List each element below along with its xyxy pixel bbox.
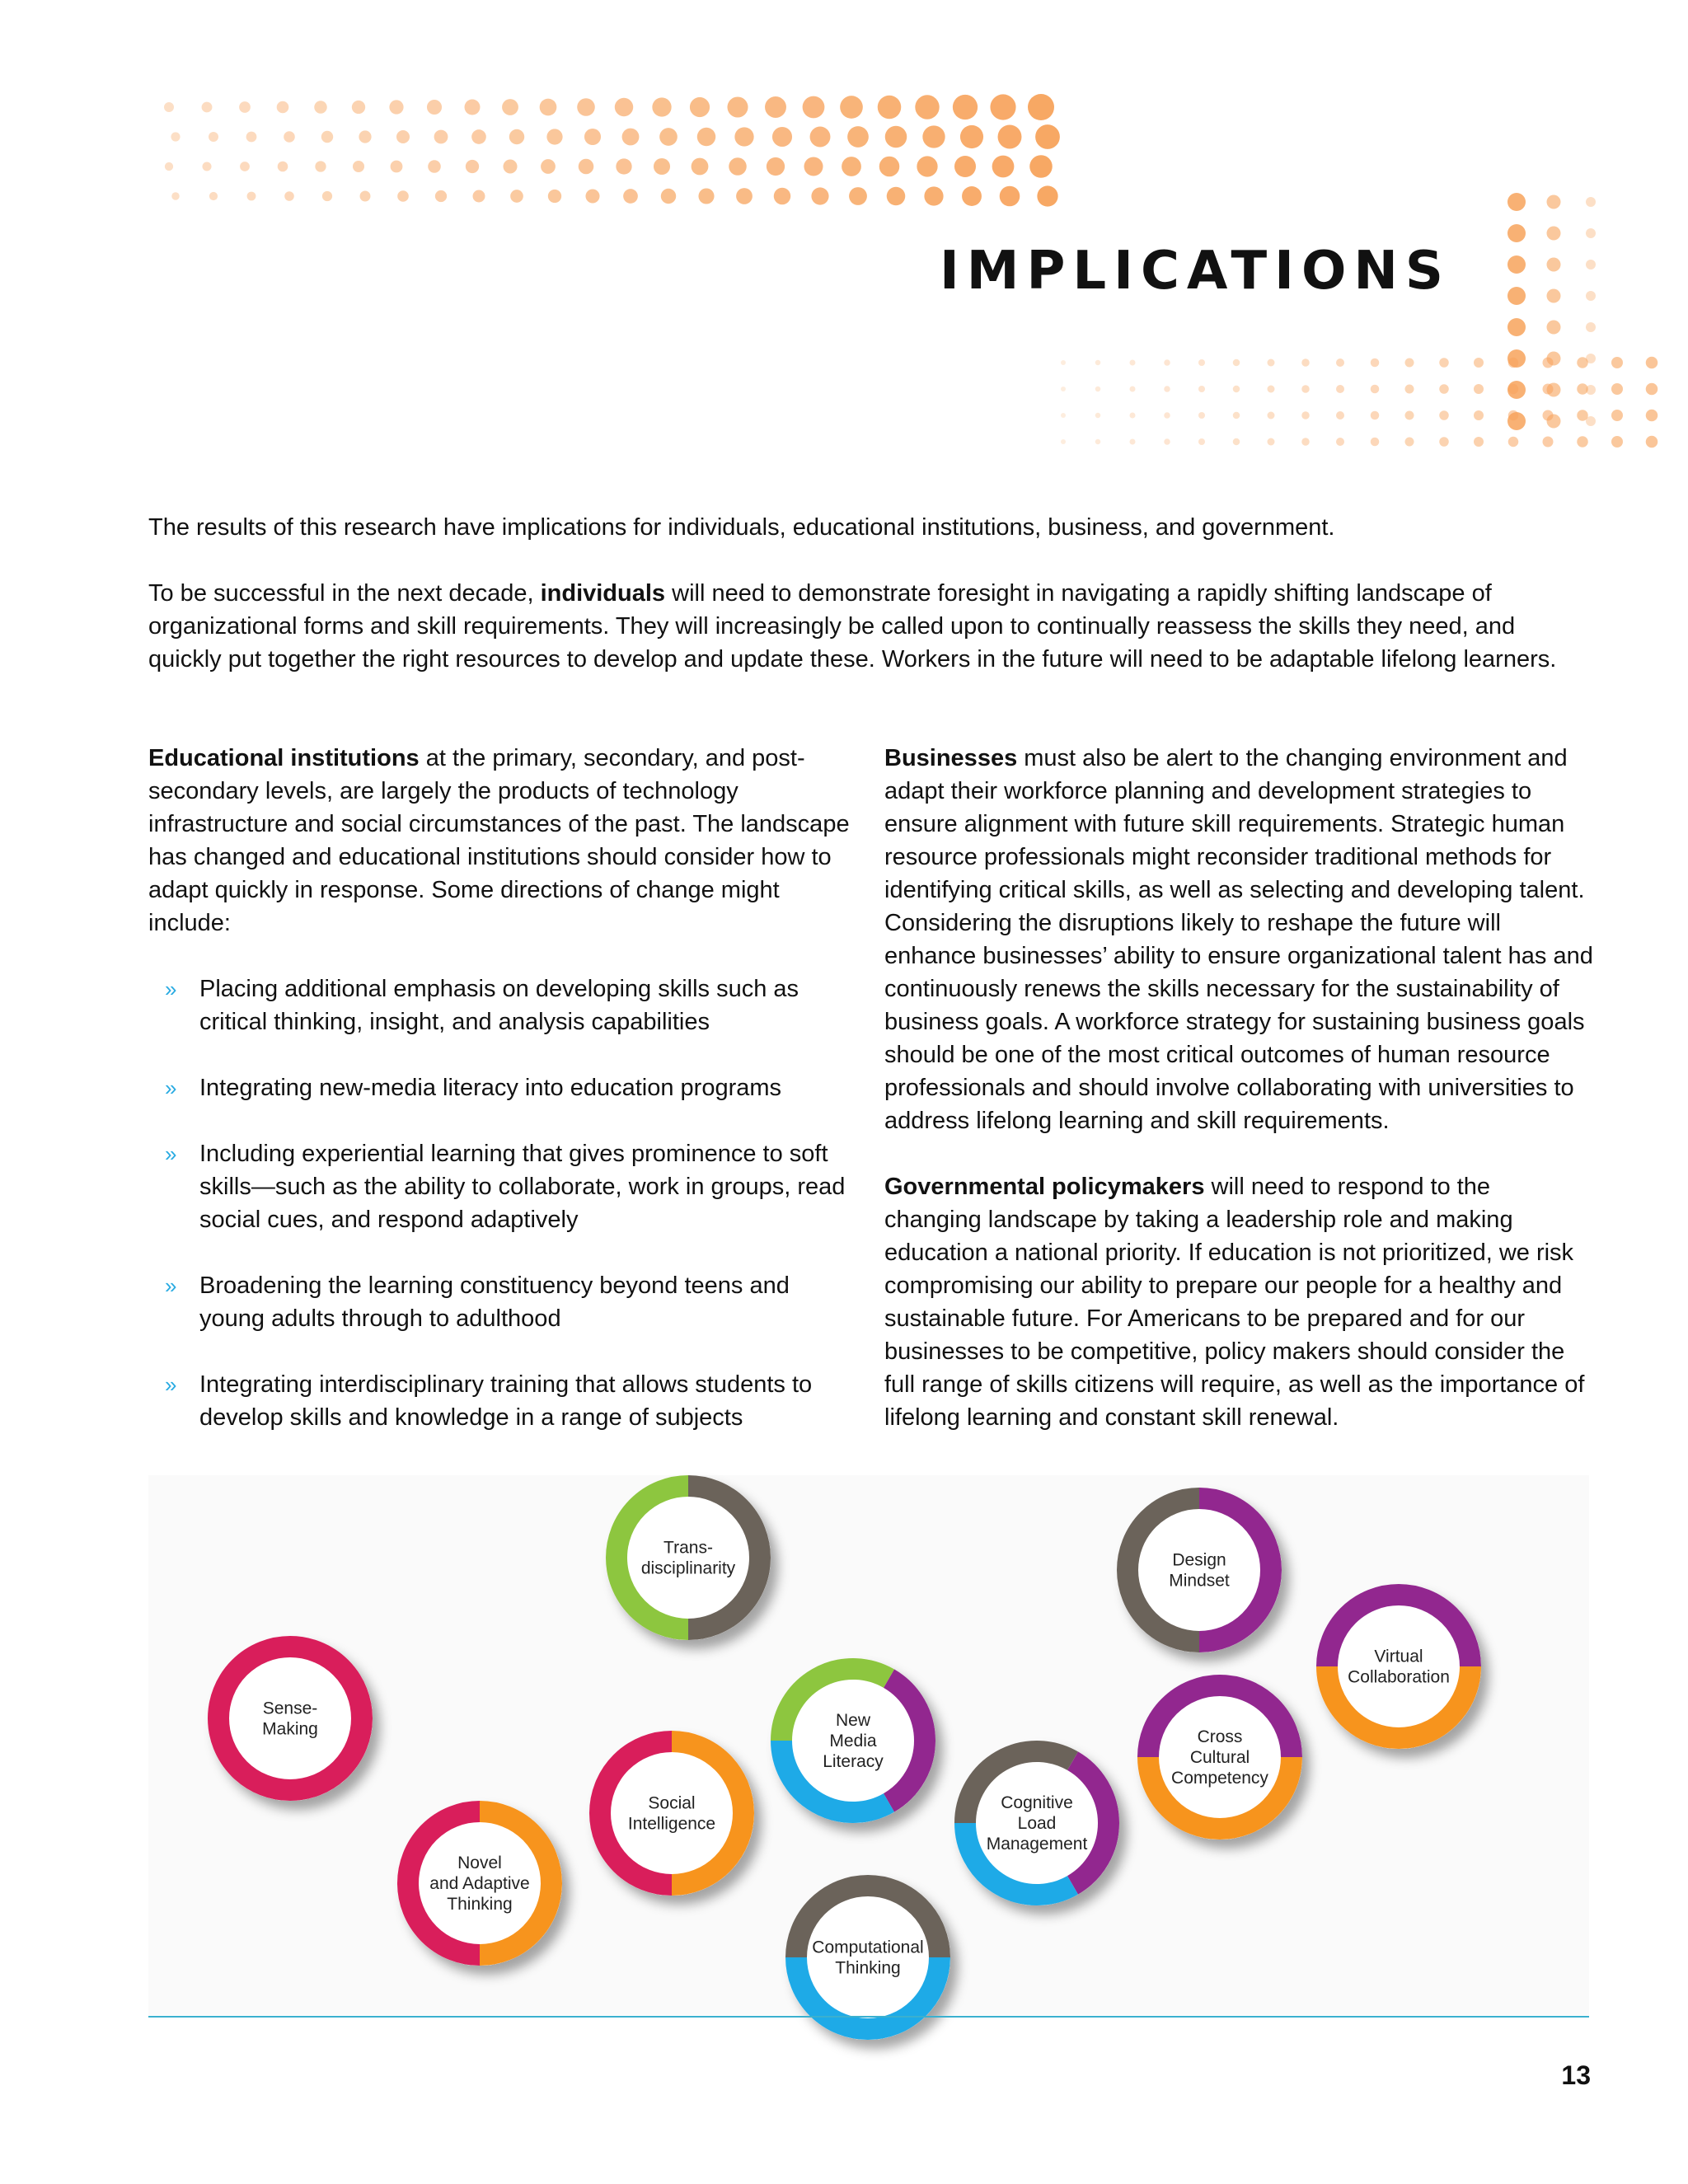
skill-label: Literacy — [823, 1752, 884, 1771]
skill-label: Computational — [812, 1938, 924, 1957]
header-dot — [1586, 322, 1596, 332]
header-dot — [1301, 385, 1310, 393]
skill-label: Cultural — [1189, 1748, 1250, 1767]
skill-ring — [208, 1636, 373, 1801]
header-dot — [878, 96, 902, 120]
header-dot — [992, 156, 1015, 178]
bullet-marker: » — [165, 1372, 177, 1397]
header-dot — [1061, 360, 1066, 365]
header-dot — [315, 161, 326, 171]
header-dot — [1037, 185, 1057, 206]
bullet-marker: » — [165, 1076, 177, 1100]
skill-ring — [589, 1731, 754, 1896]
header-dot — [1061, 413, 1066, 418]
header-dot — [277, 101, 289, 114]
header-dot — [1301, 359, 1310, 367]
header-dot — [1508, 384, 1519, 395]
header-dot — [885, 126, 907, 148]
skill-label: Thinking — [447, 1895, 513, 1914]
header-dot — [1508, 358, 1519, 368]
header-dot — [1301, 411, 1310, 419]
skill-ring — [397, 1801, 562, 1966]
header-dot — [240, 162, 250, 171]
business-paragraph: Businesses must also be alert to the changing environment and adapt their workforce planning and development strategies to ensure alignment with future skill requirements. Strategic human resource professionals might reconsider traditional methods for identifying critical skills, as well as selecting and developing talent. Considering the disruptions likely to reshape the future will enhance businesses’ ability to ensure organizational talent has and continuously renews the skills necessary for the sustainability of business goals. A workforce strategy for sustaining business goals should be one of the most critical outcomes of human resource professionals and should involve collaborating with universities to address lifelong learning and skill requirements. — [884, 745, 1593, 1134]
header-dot — [990, 94, 1015, 120]
header-dot — [540, 99, 557, 116]
list-item: » Including experiential learning that gives prominence to soft skills—such as the ability to collaborate, work in groups, read social cues, and respond adaptively — [148, 1137, 857, 1236]
header-dot — [1268, 386, 1275, 393]
header-dot — [962, 186, 982, 206]
header-dot — [209, 192, 218, 200]
header-dot — [1061, 387, 1066, 391]
header-dot — [284, 191, 294, 201]
header-dot — [577, 98, 595, 116]
header-dot — [202, 102, 213, 113]
right-column — [884, 742, 1593, 1434]
header-dot — [1130, 413, 1136, 419]
header-dot — [1233, 359, 1240, 367]
skill-ring — [785, 1875, 950, 2040]
header-dot — [585, 189, 599, 203]
change-directions-list — [148, 972, 857, 1434]
header-dot — [1198, 386, 1205, 392]
header-dot — [1095, 439, 1101, 445]
header-dot — [879, 157, 900, 177]
header-dot — [1371, 385, 1380, 394]
education-paragraph: Educational institutions at the primary, secondary, and post-secondary levels, are largely the products of technology infrastructure and social circumstances of the past. The landscape has changed and educational institutions should consider how to adapt quickly in response. Some directions of change might include: — [148, 745, 850, 936]
header-dot — [1507, 193, 1526, 211]
header-dot — [842, 157, 861, 176]
skill-label: Management — [986, 1835, 1088, 1854]
header-dot — [1577, 436, 1588, 448]
header-dot — [960, 125, 983, 148]
header-dot — [322, 191, 332, 201]
header-dot — [847, 126, 869, 148]
skill-ring — [1117, 1488, 1282, 1652]
header-dot — [1646, 410, 1658, 422]
header-dot — [840, 96, 863, 119]
bullet-marker: » — [165, 1141, 177, 1166]
header-dot — [1474, 437, 1484, 447]
header-dot — [1586, 260, 1596, 269]
skill-label: disciplinarity — [640, 1558, 736, 1578]
header-dot — [1543, 358, 1554, 368]
header-dot — [1439, 384, 1449, 394]
header-dot — [397, 190, 409, 202]
header-dot — [391, 161, 403, 173]
skill-label: Trans- — [663, 1538, 713, 1558]
skill-label: Design — [1172, 1550, 1226, 1570]
header-dot — [1336, 411, 1344, 419]
header-dot — [1130, 360, 1136, 366]
header-dot — [1095, 387, 1101, 392]
header-dot — [1474, 410, 1484, 420]
header-dot — [1164, 438, 1170, 445]
header-dot — [998, 125, 1022, 149]
list-item: » Broadening the learning constituency beyond teens and young adults through to adulthood — [148, 1269, 857, 1335]
header-dot — [849, 187, 867, 205]
header-dot — [1164, 386, 1170, 392]
header-dot — [1547, 195, 1561, 209]
header-dot — [1586, 291, 1596, 301]
header-dot — [1547, 258, 1561, 272]
header-dot — [924, 186, 943, 205]
header-dot — [353, 161, 364, 172]
header-dot — [917, 156, 937, 176]
business-keyword: Businesses — [884, 745, 1018, 771]
header-dot — [1474, 384, 1484, 394]
skill-ring — [1316, 1584, 1481, 1749]
header-dot — [503, 159, 517, 173]
header-dot — [690, 97, 710, 117]
header-dot — [1000, 186, 1020, 207]
header-dot — [1198, 438, 1205, 445]
header-dot — [359, 130, 371, 143]
skill-ring — [771, 1658, 935, 1823]
header-dot — [1198, 412, 1205, 419]
header-dot — [1233, 438, 1240, 446]
header-dot — [428, 160, 441, 173]
header-dot — [396, 130, 410, 143]
header-dot — [1336, 385, 1344, 393]
header-dot — [1371, 411, 1380, 420]
header-dot — [1543, 384, 1554, 395]
header-dot — [541, 159, 556, 174]
header-dot — [1130, 439, 1136, 445]
header-dot — [954, 156, 976, 177]
header-dot — [321, 131, 333, 143]
skills-ring-diagram — [0, 1459, 1688, 2069]
skill-label: Social — [648, 1793, 696, 1813]
header-dot — [278, 162, 288, 172]
skill-label: Sense- — [262, 1699, 318, 1718]
header-dot — [1061, 439, 1066, 444]
header-dot — [767, 157, 785, 176]
header-dot — [692, 158, 709, 176]
header-dot — [1611, 383, 1623, 395]
header-dot — [727, 96, 748, 117]
header-dot — [803, 96, 825, 119]
header-dot — [1508, 410, 1519, 421]
header-dot — [171, 192, 179, 199]
header-dot — [427, 100, 442, 115]
header-dot — [246, 132, 257, 143]
header-dot — [734, 127, 753, 146]
header-dot — [1028, 94, 1054, 120]
header-dot — [615, 98, 633, 116]
header-dot — [623, 189, 638, 204]
header-dot — [1268, 359, 1275, 367]
header-dot — [1508, 437, 1519, 448]
header-dot — [584, 129, 601, 145]
header-dot — [654, 158, 670, 175]
header-dot — [1577, 357, 1588, 368]
header-dot — [1371, 438, 1380, 447]
header-dot — [1507, 287, 1526, 305]
header-dot — [774, 188, 790, 204]
header-dot — [510, 190, 523, 203]
header-dot — [1164, 412, 1170, 419]
header-dot — [915, 95, 939, 119]
header-dot — [389, 100, 403, 114]
government-paragraph: Governmental policymakers will need to respond to the changing landscape by taking a leadership role and making education a national priority. If education is not prioritized, we risk compromising our ability to prepare our people for a healthy and sustainable future. For Americans to be prepared and for our businesses to be competitive, policy makers should consider the full range of skills citizens will require, as well as the importance of lifelong learning and constant skill renewal. — [884, 1174, 1585, 1431]
header-dot — [209, 132, 218, 142]
skill-label: Thinking — [835, 1958, 901, 1978]
header-dot — [548, 190, 561, 203]
header-dot — [1586, 197, 1596, 207]
header-dot — [811, 187, 828, 204]
header-dot — [1035, 124, 1060, 149]
header-dot — [435, 190, 447, 202]
header-dot — [247, 192, 256, 201]
header-dot — [736, 188, 753, 204]
header-dot — [360, 191, 371, 202]
skill-label: Media — [829, 1732, 877, 1750]
left-column — [148, 742, 857, 1467]
header-dot — [810, 127, 831, 148]
skill-label: and Adaptive — [429, 1874, 530, 1893]
page-title: IMPLICATIONS — [939, 241, 1451, 302]
header-dot — [1507, 255, 1526, 274]
header-dot — [922, 125, 945, 148]
skill-ring — [606, 1475, 771, 1640]
header-dot — [1646, 357, 1658, 369]
page-number: 13 — [1561, 2060, 1591, 2090]
header-dot — [652, 97, 671, 116]
individuals-keyword: individuals — [540, 580, 666, 607]
header-dot — [314, 101, 326, 113]
header-dot — [1577, 410, 1588, 421]
header-dot — [1586, 228, 1596, 238]
header-dot — [465, 100, 481, 115]
list-item: » Placing additional emphasis on developing skills such as critical thinking, insight, and analysis capabilities — [148, 972, 857, 1038]
skill-label: New — [835, 1711, 871, 1730]
header-dot — [1543, 410, 1554, 421]
footer-divider — [148, 2016, 1589, 2018]
header-dot — [729, 157, 747, 176]
header-dot — [1507, 318, 1526, 336]
government-keyword: Governmental policymakers — [884, 1174, 1205, 1200]
skill-label: Cross — [1197, 1727, 1243, 1746]
skill-ring — [954, 1741, 1119, 1905]
header-dot — [165, 162, 173, 171]
header-dot — [1646, 436, 1658, 448]
skill-label: Making — [262, 1719, 318, 1739]
bullet-marker: » — [165, 977, 177, 1001]
header-dot — [466, 160, 479, 173]
header-dot — [1336, 359, 1344, 367]
header-dot — [171, 132, 180, 141]
header-dot — [352, 101, 365, 114]
list-item: » Integrating new-media literacy into education programs — [148, 1071, 857, 1104]
header-dot — [1336, 438, 1344, 446]
header-dot — [471, 129, 486, 144]
header-dot — [1611, 436, 1623, 448]
header-dot — [804, 157, 823, 176]
header-dot — [765, 96, 786, 118]
header-dot — [1439, 410, 1449, 420]
header-dot — [1507, 224, 1526, 242]
skill-label: Novel — [457, 1854, 502, 1872]
header-dot — [434, 130, 448, 144]
header-dot — [616, 158, 631, 174]
header-dot — [1405, 359, 1414, 368]
header-dot — [284, 131, 295, 143]
skill-label: Mindset — [1169, 1571, 1230, 1591]
header-dot — [579, 159, 594, 175]
header-dot — [1543, 437, 1554, 448]
education-keyword: Educational institutions — [148, 745, 420, 771]
bullet-marker: » — [165, 1273, 177, 1298]
header-dot — [1095, 413, 1101, 419]
header-dot — [1474, 358, 1484, 368]
intro-paragraph: The results of this research have implications for individuals, educational institutions, business, and government. — [148, 514, 1335, 541]
header-dot — [887, 187, 906, 206]
header-dot — [772, 127, 792, 147]
skill-label: Intelligence — [627, 1814, 716, 1834]
header-dot — [164, 102, 174, 112]
header-dot — [1233, 386, 1240, 393]
header-dot — [1611, 410, 1623, 421]
header-dot — [1301, 438, 1310, 446]
skill-label: Load — [1017, 1814, 1057, 1833]
header-dot — [697, 128, 715, 146]
skill-label: Collaboration — [1348, 1667, 1450, 1687]
header-dot — [509, 129, 524, 144]
header-dot — [661, 189, 676, 204]
header-dot — [953, 95, 978, 120]
header-dot — [1198, 359, 1205, 366]
header-dot — [1439, 437, 1449, 447]
header-dot — [1439, 358, 1449, 368]
header-dot — [622, 129, 640, 146]
header-dot — [698, 188, 714, 204]
header-dot — [1405, 385, 1414, 394]
list-item: » Integrating interdisciplinary training that allows students to develop skills and knowledge in a range of subjects — [148, 1368, 857, 1434]
header-dot — [1371, 359, 1380, 368]
header-dot — [1268, 438, 1275, 446]
skill-label: Virtual — [1374, 1647, 1423, 1666]
header-dot — [1547, 321, 1561, 335]
header-dot — [659, 128, 678, 146]
individuals-paragraph: To be successful in the next decade, individuals will need to demonstrate foresight in navigating a rapidly shifting landscape of organizational forms and skill requirements. They will increasingly be called upon to continually reassess the skills they need, and quickly put together the right resources to develop and update these. Workers in the future will need to be adaptable lifelong learners. — [148, 580, 1557, 673]
header-dot — [202, 162, 211, 171]
header-dot — [473, 190, 485, 203]
header-dot — [1577, 383, 1588, 395]
header-dot — [502, 99, 518, 115]
header-dot — [1095, 360, 1101, 366]
header-dot — [1029, 155, 1053, 178]
header-dot — [1547, 289, 1561, 303]
header-dot — [1268, 412, 1275, 419]
header-dot — [1547, 227, 1561, 241]
header-dot — [1233, 412, 1240, 419]
header-dot — [1646, 383, 1658, 396]
header-dot — [239, 101, 251, 113]
skill-label: Competency — [1171, 1769, 1268, 1788]
header-dot — [1405, 438, 1414, 447]
header-dot — [1164, 359, 1170, 366]
header-dot — [1130, 387, 1136, 392]
skill-ring — [1137, 1675, 1302, 1840]
skill-label: Cognitive — [1001, 1793, 1073, 1812]
header-dot — [546, 129, 562, 144]
header-dot — [1611, 357, 1623, 368]
header-dot — [1405, 411, 1414, 420]
